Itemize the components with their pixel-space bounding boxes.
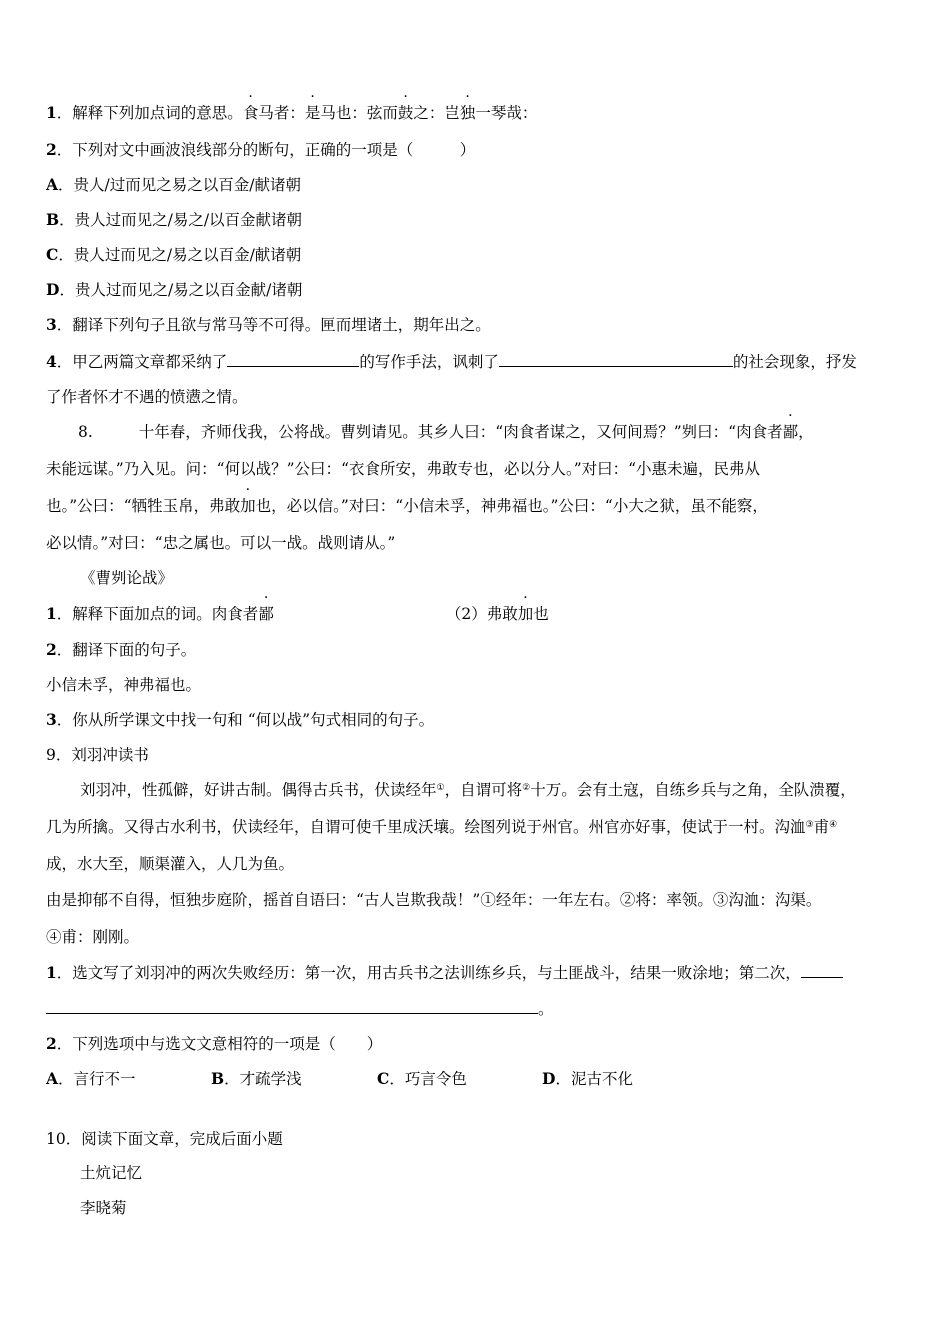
answer-blank[interactable]: [46, 997, 538, 1014]
footnote-marker: ②: [522, 783, 531, 793]
q8-sub2-sentence: 小信未孚，神弗福也。: [46, 676, 202, 694]
q9-passage-line3: 成，水大至，顺渠灌入，人几为鱼。: [46, 855, 295, 873]
q7-sub4: 4．甲乙两篇文章都采纳了 的写作手法，讽刺了 的社会现象，抒发: [46, 352, 857, 371]
q10-heading: 10．阅读下面文章，完成后面小题: [46, 1130, 283, 1148]
q10-article-author: 李晓菊: [80, 1199, 127, 1217]
footnote-marker: ③: [805, 820, 814, 830]
q8-sub3: 3．你从所学课文中找一句和 “何以战”句式相同的句子。: [46, 710, 435, 729]
q8-sub1: 1．解释下面加点的词。肉食者鄙 （2）弗敢加也: [46, 604, 549, 623]
q9-sub2: 2．下列选项中与选文文意相符的一项是（ ）: [46, 1034, 383, 1053]
q9-option-a: A．言行不一: [46, 1069, 136, 1088]
question-number: 1: [46, 604, 57, 623]
footnote-marker: ④: [829, 820, 838, 830]
q7-option-b: B．贵人过而见之/易之/以百金献诸朝: [46, 210, 303, 229]
q9-option-c: C．巧言令色: [377, 1069, 467, 1088]
q9-option-b: B．才疏学浅: [211, 1069, 302, 1088]
q7-sub4-continued: 了作者怀才不遇的愤懑之情。: [46, 388, 248, 406]
q8-passage-line2: 未能远谋。”乃入见。问：“何以战？”公曰：“衣食所安，弗敢专也，必以分人。”对曰：“小惠未遍，民弗从: [46, 460, 761, 478]
question-number: 3: [46, 710, 57, 729]
q7-option-a: A．贵人/过而见之易之以百金/献诸朝: [46, 175, 301, 194]
answer-blank[interactable]: [499, 350, 733, 367]
answer-blank[interactable]: [227, 350, 359, 367]
q9-sub1-continued: 。: [46, 997, 554, 1020]
q7-sub3: 3．翻译下列句子且欲与常马等不可得。匣而埋诸土，期年出之。: [46, 315, 491, 334]
question-number: 2: [46, 140, 57, 159]
q9-option-d: D．泥古不化: [542, 1069, 633, 1088]
q9-passage-line1: 刘羽冲，性孤僻，好讲古制。偶得古兵书，伏读经年①，自谓可将②十万。会有土寇，自练乡兵与之角，全队溃覆，: [80, 781, 856, 799]
q8-passage-line1: 8. 十年春，齐师伐我，公将战。曹刿请见。其乡人曰：“肉食者谋之，又何间焉？”刿曰：“肉食者鄙，: [78, 423, 814, 441]
emphasis-dot-word: 加: [517, 605, 534, 623]
q9-passage-line4: 由是抑郁不自得，恒独步庭阶，摇首自语曰：“古人岂欺我哉！”①经年：一年左右。②将：率领。③沟洫：沟渠。: [46, 891, 822, 909]
q7-sub2: 2．下列对文中画波浪线部分的断句，正确的一项是（ ）: [46, 140, 476, 159]
q8-passage-line4: 必以情。”对曰：“忠之属也。可以一战。战则请从。”: [46, 534, 396, 552]
q9-heading: 9．刘羽冲读书: [46, 746, 149, 764]
q8-source-title: 《曹刿论战》: [80, 569, 174, 587]
question-number: 2: [46, 640, 57, 659]
footnote-marker: ①: [436, 783, 445, 793]
question-number: 3: [46, 315, 57, 334]
question-number: 8.: [78, 423, 93, 441]
q9-footnote-line: ④甫：刚刚。: [46, 928, 140, 946]
emphasis-dot-word: 加: [240, 497, 256, 515]
emphasis-dot-word: 独: [459, 104, 476, 122]
question-number: 1: [46, 963, 57, 982]
emphasis-dot-word: 鄙: [782, 423, 799, 441]
question-number: 2: [46, 1034, 57, 1053]
q8-sub2: 2．翻译下面的句子。: [46, 640, 197, 659]
question-number: 1: [46, 103, 57, 122]
q10-article-title: 土炕记忆: [80, 1164, 143, 1182]
emphasis-dot-word: 鼓: [397, 104, 414, 122]
q8-passage-line3: 也。”公曰：“牺牲玉帛，弗敢加也，必以信。”对曰：“小信未孚，神弗福也。”公曰：“小大之狱，虽不能察，: [46, 497, 768, 515]
emphasis-dot-word: 食: [242, 104, 259, 122]
q7-option-c: C．贵人过而见之/易之以百金/献诸朝: [46, 245, 302, 264]
question-number: 4: [46, 352, 57, 371]
answer-blank[interactable]: [801, 961, 843, 978]
q9-options-row: [46, 1068, 633, 1090]
emphasis-dot-word: 是: [304, 104, 321, 122]
q9-sub1: 1．选文写了刘羽冲的两次失败经历：第一次，用古兵书之法训练乡兵，与土匪战斗，结果一败涂地；第二次，: [46, 961, 843, 984]
q7-sub1: 1．解释下列加点词的意思。食马者：是马也：弦而鼓之：岂独一琴哉：: [46, 103, 538, 122]
q9-passage-line2: 几为所擒。又得古水利书，伏读经年，自谓可使千里成沃壤。绘图列说于州官。州官亦好事，使试于一村。沟洫③甫④: [46, 818, 838, 836]
q7-option-d: D．贵人过而见之/易之以百金献/诸朝: [46, 280, 303, 299]
emphasis-dot-word: 鄙: [258, 605, 274, 623]
